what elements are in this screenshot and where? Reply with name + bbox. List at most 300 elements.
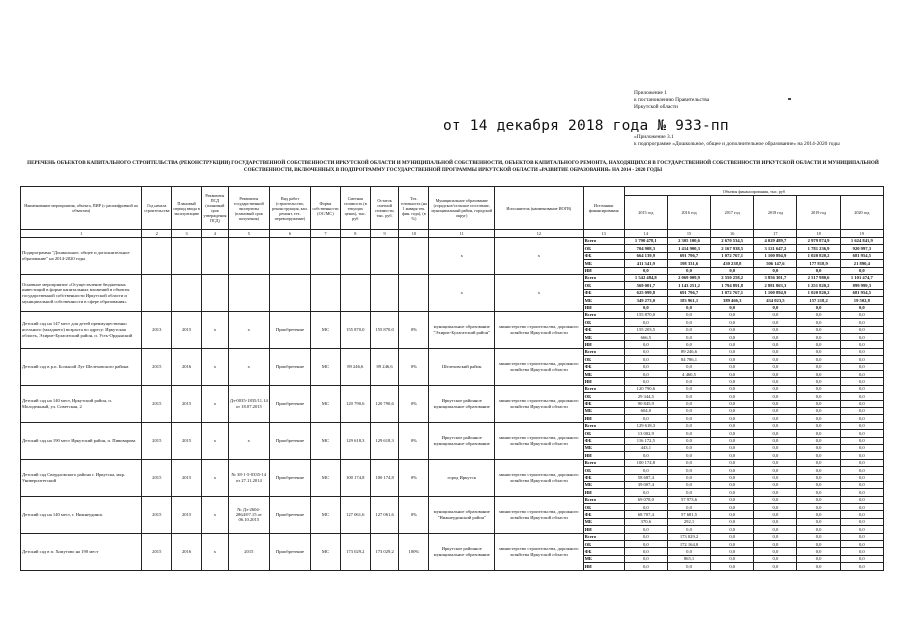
amount-cell: 1 794 891,8 [711,282,754,289]
psd-cell: х [202,348,229,385]
start-year-cell: 2013 [142,311,172,348]
amount-cell: 865,1 [667,555,710,562]
amount-cell: 604,0 [624,407,667,414]
amount-cell: 0,0 [624,341,667,348]
funding-source-cell: ИИ [583,267,624,274]
amount-cell: 57 973,6 [667,496,710,503]
amount-cell: 0,0 [754,541,797,548]
amount-cell: 0,0 [711,496,754,503]
amount-cell: 0,0 [754,533,797,540]
amount-cell: 0,0 [711,452,754,459]
amount-cell: 0,0 [797,548,840,555]
amount-cell: 21 890,4 [840,260,883,267]
amount-cell: 0,0 [667,474,710,481]
amount-cell: 0,0 [797,385,840,392]
amount-cell: 0,0 [754,474,797,481]
amount-cell: 0,0 [624,489,667,496]
remaining-cost-cell: 127 061,6 [370,496,399,533]
column-number: 2 [142,230,172,238]
amount-cell: 0,0 [797,437,840,444]
amount-cell: 29 344,5 [624,393,667,400]
amount-cell: 0,0 [797,304,840,311]
remaining-cost-cell: 173 029,2 [370,533,399,570]
psd-cell [202,238,229,275]
funding-source-cell: МБ [583,481,624,488]
amount-cell: 2 550 258,2 [711,274,754,281]
year-header: 2020 год [840,196,883,230]
amount-cell: 349 273,0 [624,297,667,304]
amount-cell: 0,0 [754,563,797,570]
ownership-cell: МС [311,496,341,533]
appendix-line: Приложение 1 [634,90,667,96]
funding-source-cell: Всего [583,422,624,429]
amount-cell: 0,0 [711,555,754,562]
executor-cell: министерство строительства, дорожного хозяйства Иркутской области [495,311,583,348]
amount-cell: 0,0 [840,400,883,407]
amount-cell: 1 020 820,2 [797,289,840,296]
amount-cell: 0,0 [840,496,883,503]
amount-cell: 0,0 [754,518,797,525]
amount-cell: 0,0 [754,311,797,318]
header-cell: Сметная стоимость (в текущих ценах), тыс. руб [340,187,370,230]
amount-cell: 57 681,5 [667,511,710,518]
amount-cell: 0,0 [711,422,754,429]
amount-cell: 0,0 [797,474,840,481]
executor-cell: министерство строительства, дорожного хозяйства Иркутской области [495,348,583,385]
amount-cell: 129 618,3 [624,422,667,429]
amount-cell: 0,0 [754,481,797,488]
amount-cell: 0,0 [667,326,710,333]
work-type-cell: Приобретение [269,385,310,422]
funding-source-cell: ФБ [583,511,624,518]
amount-cell: 173 029,2 [667,533,710,540]
amount-cell: 0,0 [754,341,797,348]
year-header: 2017 год [711,196,754,230]
expertise-cell [228,238,269,275]
amount-cell: 0,0 [754,511,797,518]
funding-source-cell: Всего [583,274,624,281]
object-name-cell: Основное мероприятие «Осуществление бюджетных инвестиций в форме капитальных вложений в объекты государственной собственности Иркутской области и муниципальной собственности в сфере образования» [21,274,142,311]
work-type-cell: Приобретение [269,533,310,570]
amount-cell: 0,0 [797,533,840,540]
amount-cell: 681 954,5 [840,252,883,259]
amount-cell: 0,0 [711,385,754,392]
amount-cell: 0,0 [797,415,840,422]
amount-cell: 0,0 [711,326,754,333]
amount-cell: 0,0 [711,481,754,488]
amount-cell: 0,0 [840,371,883,378]
amount-cell: 0,0 [840,267,883,274]
amount-cell: 0,0 [754,378,797,385]
funding-source-cell: ИИ [583,452,624,459]
amount-cell: 0,0 [840,548,883,555]
start-year-cell: 2015 [142,459,172,496]
amount-cell: 0,0 [667,407,710,414]
start-year-cell: 2015 [142,422,172,459]
amount-cell: 0,0 [797,400,840,407]
object-name-cell: Детский сад на 140 мест, Иркутский район, п. Молодежный, ул. Советская, 2 [21,385,142,422]
header-cell: Плановый период ввода в эксплуатацию [172,187,202,230]
table-row [21,496,884,503]
amount-cell: 389 466,3 [711,297,754,304]
amount-cell: 0,0 [840,526,883,533]
readiness-cell: 0% [399,348,429,385]
expertise-cell: х [228,311,269,348]
cost-cell: 89 246,6 [340,348,370,385]
amount-cell: 1 624 841,9 [840,238,883,245]
column-number: 15 [667,230,710,238]
amount-cell: 0,0 [754,422,797,429]
amount-cell: 0,0 [711,319,754,326]
amount-cell: 0,0 [711,393,754,400]
municipality-cell: муниципальное образование "Нижнеудинский район" [429,496,495,533]
amount-cell: 0,0 [711,407,754,414]
amount-cell: 0,0 [667,415,710,422]
amount-cell: 0,0 [797,496,840,503]
amount-cell: 0,0 [667,504,710,511]
amount-cell: 0,0 [754,319,797,326]
amount-cell: 155 203,5 [624,326,667,333]
table-row [21,238,884,245]
funding-source-cell: ФБ [583,548,624,555]
amount-cell: 0,0 [797,518,840,525]
funding-source-cell: Всего [583,533,624,540]
amount-cell: 0,0 [754,452,797,459]
column-number: 18 [797,230,840,238]
amount-cell: 0,0 [711,563,754,570]
amount-cell: 0,0 [840,563,883,570]
appendix-line: Иркутской области [634,104,678,111]
ownership-cell: МС [311,311,341,348]
amount-cell: 0,0 [840,385,883,392]
header-cell: Реквизиты государственной экспертизы (плановый срок получения) [228,187,269,230]
end-year-cell [172,238,202,275]
table-row [21,348,884,355]
psd-cell: х [202,533,229,570]
amount-cell: 0,0 [711,474,754,481]
amount-cell: 1 143 251,2 [667,282,710,289]
amount-cell: 0,0 [667,422,710,429]
amount-cell: 681 954,5 [840,289,883,296]
amount-cell: 0,0 [797,326,840,333]
amount-cell: 0,0 [711,548,754,555]
funding-source-cell: ОБ [583,245,624,252]
amount-cell: 0,0 [754,526,797,533]
amount-cell: 0,0 [711,511,754,518]
amount-cell: 0,0 [754,415,797,422]
table-row [21,311,884,318]
amount-cell: 0,0 [797,444,840,451]
work-type-cell: Приобретение [269,311,310,348]
work-type-cell: Приобретение [269,459,310,496]
municipality-cell: Шелеховский район [429,348,495,385]
expertise-cell [228,274,269,311]
amount-cell: 0,0 [797,452,840,459]
amount-cell: 569 001,7 [624,282,667,289]
amount-cell: 39 007,4 [624,481,667,488]
readiness-cell [399,274,429,311]
amount-cell: 0,0 [754,356,797,363]
amount-cell: 0,0 [797,371,840,378]
amount-cell: 0,0 [754,385,797,392]
amount-cell: 0,0 [667,341,710,348]
amount-cell: 0,0 [840,467,883,474]
readiness-cell: 0% [399,459,429,496]
amount-cell: 1 072 767,1 [711,252,754,259]
funding-source-cell: ИИ [583,378,624,385]
amount-cell: 0,0 [840,407,883,414]
amount-cell: 0,0 [624,304,667,311]
start-year-cell: 2015 [142,496,172,533]
column-number: 11 [429,230,495,238]
amount-cell: 0,0 [797,393,840,400]
amount-cell: 370,6 [624,518,667,525]
amount-cell: 0,0 [711,311,754,318]
readiness-cell: 100% [399,533,429,570]
column-number: 6 [269,230,310,238]
ownership-cell [311,238,341,275]
funding-source-cell: МБ [583,518,624,525]
end-year-cell [172,274,202,311]
amount-cell: 84 786,1 [667,356,710,363]
amount-cell: 0,0 [840,518,883,525]
executor-cell: министерство строительства, дорожного хозяйства Иркутской области [495,533,583,570]
ownership-cell: МС [311,459,341,496]
amount-cell: 434 023,5 [754,297,797,304]
column-number: 19 [840,230,883,238]
amount-cell: 100 174,8 [624,459,667,466]
amount-cell: 0,0 [840,415,883,422]
amount-cell: 0,0 [711,363,754,370]
funding-source-cell: ИИ [583,526,624,533]
funding-source-cell: ФБ [583,252,624,259]
expertise-cell: х [228,348,269,385]
object-name-cell: Подпрограмма "Дошкольное, общее и дополнительное образование" на 2014-2020 годы [21,238,142,275]
amount-cell: 0,0 [797,489,840,496]
amount-cell: 0,0 [754,334,797,341]
readiness-cell: 0% [399,311,429,348]
cost-cell: 155 870,0 [340,311,370,348]
remaining-cost-cell: 100 174,8 [370,459,399,496]
amount-cell: 0,0 [840,474,883,481]
amount-cell: 0,0 [797,267,840,274]
table-row [21,385,884,392]
column-number: 3 [172,230,202,238]
cost-cell: 173 029,2 [340,533,370,570]
amount-cell: 0,0 [840,393,883,400]
table-row [21,422,884,429]
amount-cell: 0,0 [711,444,754,451]
amount-cell: 3 121 647,2 [754,245,797,252]
start-year-cell: 2015 [142,533,172,570]
amount-cell: 0,0 [840,363,883,370]
amount-cell: 1 414 900,3 [667,245,710,252]
amount-cell: 625 099,8 [624,289,667,296]
amount-cell: 0,0 [624,533,667,540]
amount-cell: 0,0 [754,489,797,496]
amount-cell: 0,0 [624,563,667,570]
amount-cell: 0,0 [754,459,797,466]
year-header: 2019 год [797,196,840,230]
amount-cell: 0,0 [624,555,667,562]
amount-cell: 0,0 [754,548,797,555]
end-year-cell: 2016 [172,348,202,385]
start-year-cell: 2015 [142,385,172,422]
executor-cell: министерство строительства, дорожного хозяйства Иркутской области [495,496,583,533]
expertise-cell: 2015 [228,533,269,570]
end-year-cell: 2016 [172,533,202,570]
amount-cell: 0,0 [667,526,710,533]
amount-cell: 0,0 [840,504,883,511]
amount-cell: 0,0 [624,378,667,385]
amount-cell: 1 100 894,9 [754,252,797,259]
end-year-cell: 2015 [172,385,202,422]
amount-cell: 0,0 [667,363,710,370]
amount-cell: 0,0 [797,504,840,511]
funding-source-cell: ИИ [583,415,624,422]
amount-cell: 0,0 [711,526,754,533]
psd-cell: х [202,422,229,459]
amount-cell: 4 460,5 [667,371,710,378]
funding-source-cell: ОБ [583,430,624,437]
amount-cell: 120 790,6 [624,385,667,392]
funding-source-cell: МБ [583,260,624,267]
amount-cell: 2 881 863,3 [754,282,797,289]
amount-cell: 704 908,3 [624,245,667,252]
amount-cell: 0,0 [667,489,710,496]
amount-cell: 0,0 [624,541,667,548]
funding-source-cell: Всего [583,459,624,466]
header-cell: Вид работ (строительство, реконструкция, кап. ремонт, тех. перевооружение) [269,187,310,230]
ownership-cell: МС [311,422,341,459]
header-cell: Источники финансирования [583,187,624,230]
remaining-cost-cell: 155 870,0 [370,311,399,348]
amount-cell: 1 072 767,1 [711,289,754,296]
column-number: 7 [311,230,341,238]
amount-cell: 116 172,5 [624,437,667,444]
amount-cell: 0,0 [754,348,797,355]
column-number: 9 [370,230,399,238]
table-row [21,533,884,540]
amount-cell: 0,0 [797,555,840,562]
end-year-cell: 2015 [172,422,202,459]
cost-cell [340,274,370,311]
amount-cell: 1 020 820,2 [797,252,840,259]
amount-cell: 0,0 [754,496,797,503]
amount-cell: 0,0 [624,467,667,474]
remaining-cost-cell: 120 790,6 [370,385,399,422]
amount-cell: 19 502,8 [840,297,883,304]
column-number: 13 [583,230,624,238]
psd-cell: х [202,311,229,348]
amount-cell: 3 856 301,7 [754,274,797,281]
amount-cell: 0,0 [711,415,754,422]
psd-cell: х [202,385,229,422]
amount-cell: 0,0 [667,467,710,474]
amount-cell: 0,0 [840,326,883,333]
resolution-stamp: от 14 декабря 2018 года № 933-пп [443,118,729,134]
amount-cell: 506 147,6 [754,260,797,267]
municipality-cell: город Иркутск [429,459,495,496]
amount-cell: 0,0 [754,467,797,474]
header-group: Объемы финансирования, тыс. руб [624,187,883,196]
amount-cell: 1 100 894,9 [754,289,797,296]
amount-cell: 0,0 [840,430,883,437]
amount-cell: 0,0 [624,319,667,326]
amount-cell: 0,0 [711,533,754,540]
amount-cell: 0,0 [667,304,710,311]
amount-cell: 0,0 [797,430,840,437]
amount-cell: 0,0 [711,378,754,385]
amount-cell: 0,0 [840,422,883,429]
start-year-cell [142,274,172,311]
amount-cell: 0,0 [797,407,840,414]
funding-source-cell: ОБ [583,541,624,548]
amount-cell: 1 101 474,7 [840,274,883,281]
objects-table [20,186,884,571]
amount-cell: 0,0 [797,334,840,341]
ownership-cell: МС [311,533,341,570]
amount-cell: 177 818,9 [797,260,840,267]
amount-cell: 0,0 [840,489,883,496]
funding-source-cell: ОБ [583,282,624,289]
cost-cell [340,238,370,275]
header-cell: Реквизиты ПСД (плановый срок утверждения ПСД) [202,187,229,230]
amount-cell: 0,0 [754,267,797,274]
amount-cell: 292,1 [667,518,710,525]
amount-cell: 0,0 [840,348,883,355]
cost-cell: 129 618,3 [340,422,370,459]
column-number: 4 [202,230,229,238]
amount-cell: 0,0 [754,430,797,437]
cost-cell: 127 061,6 [340,496,370,533]
remaining-cost-cell: 129 618,3 [370,422,399,459]
amount-cell: 0,0 [667,452,710,459]
amount-cell: 0,0 [840,304,883,311]
amount-cell: 0,0 [711,356,754,363]
year-header: 2018 год [754,196,797,230]
year-header: 2015 год [624,196,667,230]
amount-cell: 0,0 [624,526,667,533]
psd-cell: х [202,496,229,533]
amount-cell: 0,0 [624,504,667,511]
amount-cell: 155 870,0 [624,311,667,318]
amount-cell: 183 961,1 [667,297,710,304]
amount-cell: 0,0 [711,371,754,378]
amount-cell: 0,0 [797,481,840,488]
executor-cell: министерство строительства, дорожного хозяйства Иркутской области [495,459,583,496]
amount-cell: 0,0 [797,341,840,348]
object-name-cell: Детский сад в р.п. Большой Луг Шелеховского района [21,348,142,385]
amount-cell: 0,0 [797,563,840,570]
header-cell: Остаток сметной стоимости, тыс. руб. [370,187,399,230]
document-heading: ПЕРЕЧЕНЬ ОБЪЕКТОВ КАПИТАЛЬНОГО СТРОИТЕЛЬСТВА (РЕКОНСТРУКЦИИ) ГОСУДАРСТВЕННОЙ СОБСТВЕННОСТИ ИРКУТСКОЙ ОБЛАСТИ И МУНИЦИПАЛЬНОЙ СОБСТВЕННОСТИ, ОБЪЕКТОВ КАПИТАЛЬНОГО РЕМОНТА, НАХОДЯЩИХСЯ В ГОСУДАРСТВЕННОЙ СОБСТВЕННОСТИ ИРКУТСКОЙ ОБЛАСТИ И МУНИЦИПАЛЬНОЙ СОБСТВЕННОСТИ, ВКЛЮЧЕННЫХ В ПОДПРОГРАММУ ГОСУДАРСТВЕННОЙ ПРОГРАММЫ ИРКУТСКОЙ ОБЛАСТИ «РАЗВИТИЕ ОБРАЗОВАНИЯ» НА 2014 - 2020 ГОДЫ [27,160,879,173]
table-body [21,238,884,571]
remaining-cost-cell [370,238,399,275]
column-number: 17 [754,230,797,238]
amount-cell: 0,0 [840,356,883,363]
municipality-cell: Иркутское районное муниципальное образование [429,385,495,422]
amount-cell: 411 341,9 [624,260,667,267]
amount-cell: 664 139,9 [624,252,667,259]
amount-cell: 0,0 [711,489,754,496]
amount-cell: 0,0 [667,400,710,407]
column-number: 10 [399,230,429,238]
amount-cell: 0,0 [797,511,840,518]
amount-cell: 0,0 [624,363,667,370]
year-header: 2016 год [667,196,710,230]
funding-source-cell: ОБ [583,504,624,511]
